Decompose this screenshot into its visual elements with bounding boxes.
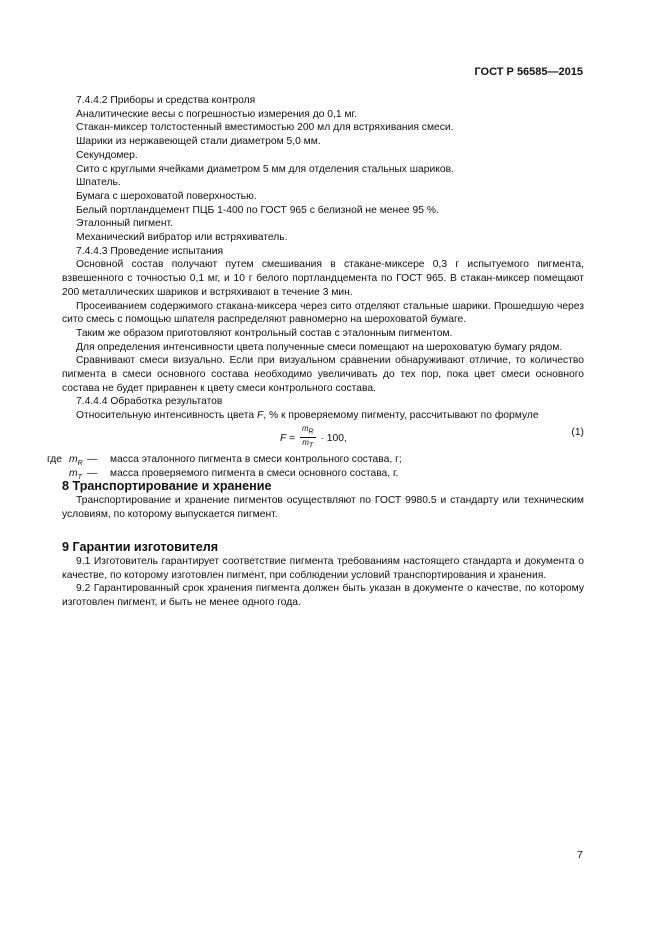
- procedure-paragraph: Таким же образом приготовляют контрольный состав с эталонным пигментом.: [76, 327, 453, 339]
- equipment-item: Секундомер.: [76, 149, 138, 161]
- formula-intro: Относительную интенсивность цвета F, % к проверяемому пигменту, рассчитывают по формуле: [76, 410, 539, 422]
- equipment-item: Стакан-миксер толстостенный вместимостью 200 мл для встряхивания смеси.: [76, 122, 454, 134]
- equipment-item: Бумага с шероховатой поверхностью.: [76, 190, 257, 202]
- procedure-paragraph: Просеиванием содержимого стакана-миксера через сито отделяют стальные шарики. Прошедшую через сито смесь с помощью шпателя распределяют равномерно на шероховатой бумаге.: [62, 300, 584, 326]
- section-title-9: 9 Гарантии изготовителя: [62, 540, 219, 555]
- legend-row: $m_T$ — масса проверяемого пигмента в смеси основного состава, г.: [69, 467, 399, 481]
- equipment-item: Эталонный пигмент.: [76, 218, 173, 230]
- subsection-title-7442: 7.4.4.2 Приборы и средства контроля: [76, 95, 256, 106]
- page-number: 7: [577, 850, 583, 861]
- section-8-text: Транспортирование и хранение пигментов осуществляют по ГОСТ 9980.5 и стандарту или техническим условиям, по которому выпускается пигмент.: [62, 494, 584, 520]
- equipment-item: Белый портландцемент ПЦБ 1-400 по ГОСТ 965 с белизной не менее 95 %.: [76, 204, 439, 216]
- subsection-title-7443: 7.4.4.3 Проведение испытания: [76, 245, 224, 257]
- formula-number: (1): [571, 426, 584, 438]
- equipment-item: Шарики из нержавеющей стали диаметром 5,0 мм.: [76, 136, 321, 148]
- procedure-paragraph: Основной состав получают путем смешивания в стакане-миксере 0,3 г испытуемого пигмента, взвешенного с точностью 0,1 мг, и 10 г белого портландцемента по ГОСТ 965. В стакан-миксер помещают 200 металлических шариков и встряхивают в течение 3 мин.: [62, 259, 584, 298]
- procedure-paragraph: Сравнивают смеси визуально. Если при визуальном сравнении обнаруживают отличие, то количество пигмента в смеси основного состава необходимо увеличивать до тех пор, пока цвет смеси основного состава не будет приравнен к цвету смеси контрольного состава.: [62, 355, 584, 394]
- section-9-paragraph-2: 9.2 Гарантированный срок хранения пигмента должен быть указан в документе о качестве, по которому изготовлен пигмент, и быть не менее одного года.: [62, 583, 584, 609]
- subsection-title-7444: 7.4.4.4 Обработка результатов: [76, 396, 223, 408]
- section-9-paragraph-1: 9.1 Изготовитель гарантирует соответствие пигмента требованиям настоящего стандарта и документа о качестве, по которому изготовлен пигмент, при соблюдении условий транспортирования и хранения.: [62, 556, 584, 581]
- equipment-item: Сито с круглыми ячейками диаметром 5 мм для отделения стальных шариков.: [76, 163, 454, 175]
- equipment-item: Механический вибратор или встряхиватель.: [76, 232, 288, 244]
- formula-fraction: $\frac{m_R}{m_T}$: [301, 423, 314, 451]
- formula: F = $\frac{m_R}{m_T}$ · 100,: [280, 423, 347, 451]
- equipment-item: Шпатель.: [76, 177, 121, 189]
- procedure-paragraph: Для определения интенсивности цвета полученные смеси помещают на шероховатую бумагу рядом.: [76, 341, 563, 353]
- equipment-item: Аналитические весы с погрешностью измерения до 0,1 мг.: [76, 108, 357, 120]
- document-body: [47, 94, 584, 610]
- document-header: ГОСТ Р 56585—2015: [474, 66, 583, 78]
- section-title-8: 8 Транспортирование и хранение: [62, 479, 272, 494]
- formula-block: [62, 423, 584, 453]
- formula-legend: [47, 453, 584, 481]
- legend-row: где $m_R$ — масса эталонного пигмента в смеси контрольного состава, г;: [47, 453, 402, 467]
